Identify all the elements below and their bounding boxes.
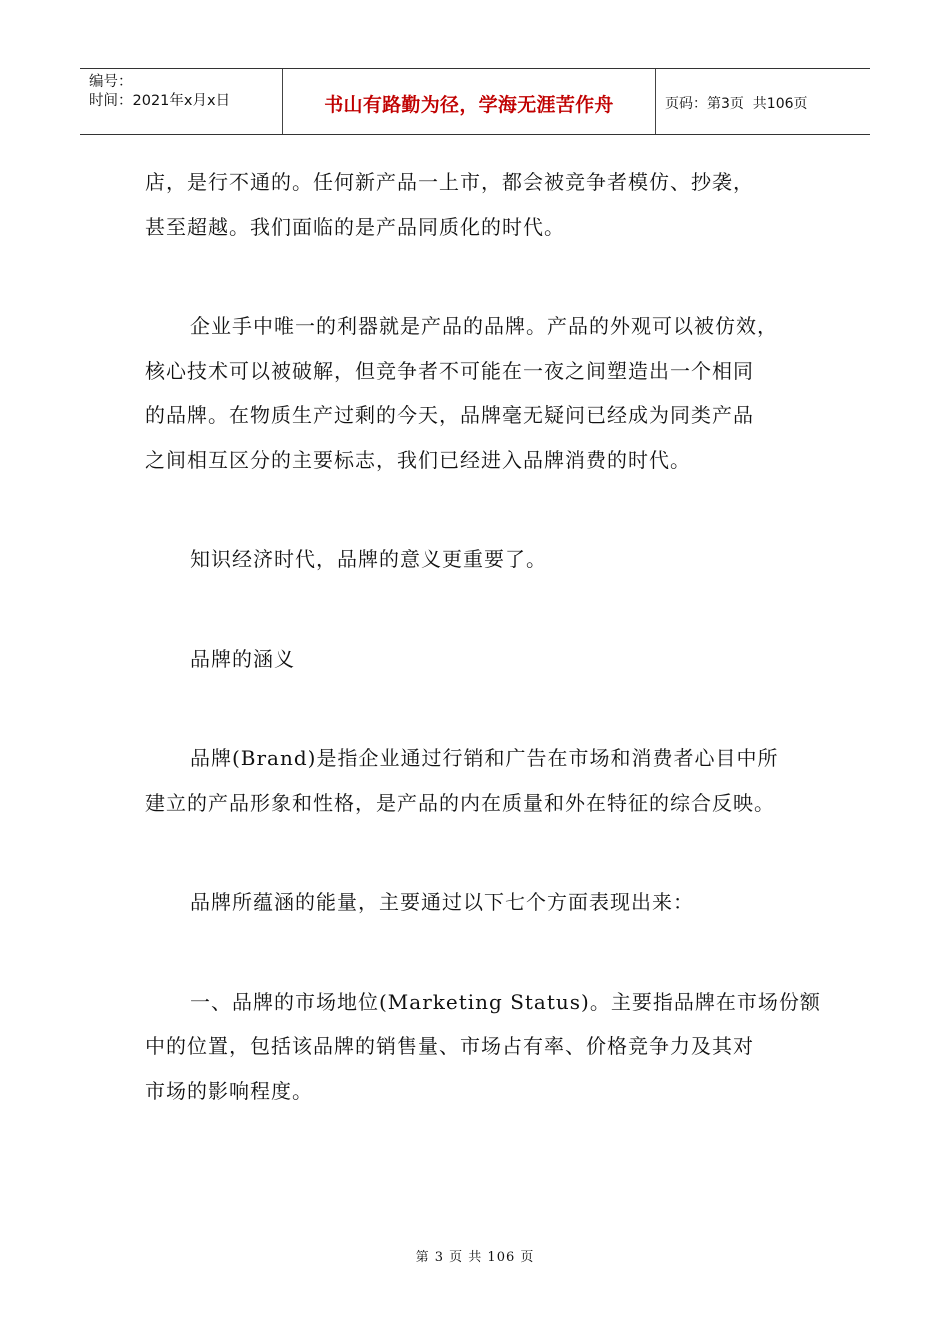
header-meta bbox=[80, 69, 282, 134]
paragraph bbox=[145, 537, 825, 582]
paragraph bbox=[145, 736, 825, 825]
paragraph-line: 核心技术可以被破解，但竞争者不可能在一夜之间塑造出一个相同 bbox=[145, 358, 754, 383]
document-number-label: 编号： bbox=[89, 74, 133, 90]
page-footer bbox=[0, 1246, 950, 1265]
paragraph-line: 建立的产品形象和性格，是产品的内在质量和外在特征的综合反映。 bbox=[145, 790, 775, 815]
paragraph-line: 品牌所蕴涵的能量，主要通过以下七个方面表现出来： bbox=[190, 890, 694, 914]
paragraph-line: 店，是行不通的。任何新产品一上市，都会被竞争者模仿、抄袭， bbox=[145, 170, 754, 194]
footer-page-number: 第 3 页 共 106 页 bbox=[415, 1250, 535, 1265]
paragraph-line: 之间相互区分的主要标志，我们已经进入品牌消费的时代。 bbox=[145, 447, 691, 472]
document-body bbox=[145, 160, 825, 1168]
paragraph-line: 市场的影响程度。 bbox=[145, 1078, 313, 1103]
paragraph-line: 甚至超越。我们面临的是产品同质化的时代。 bbox=[145, 214, 565, 239]
paragraph-line: 品牌的涵义 bbox=[190, 646, 295, 671]
paragraph bbox=[145, 880, 825, 925]
header-page-info: 页码：第3页 共106页 bbox=[665, 96, 808, 112]
header-page-cell bbox=[656, 69, 870, 134]
header-motto: 书山有路勤为径，学海无涯苦作舟 bbox=[324, 94, 614, 116]
paragraph-line: 知识经济时代，品牌的意义更重要了。 bbox=[190, 547, 547, 571]
header-motto-cell bbox=[282, 69, 656, 134]
paragraph bbox=[145, 304, 825, 482]
paragraph bbox=[145, 160, 825, 249]
paragraph-line: 一、品牌的市场地位(Marketing Status)。主要指品牌在市场份额 bbox=[190, 989, 821, 1014]
document-date-label: 时间：2021年x月x日 bbox=[89, 93, 231, 109]
paragraph bbox=[145, 980, 825, 1114]
paragraph-line: 品牌(Brand)是指企业通过行销和广告在市场和消费者心目中所 bbox=[190, 746, 779, 770]
page-header bbox=[80, 68, 870, 135]
paragraph-line: 的品牌。在物质生产过剩的今天，品牌毫无疑问已经成为同类产品 bbox=[145, 403, 754, 427]
paragraph-line: 中的位置，包括该品牌的销售量、市场占有率、价格竞争力及其对 bbox=[145, 1034, 754, 1058]
section-heading bbox=[145, 637, 825, 682]
paragraph-line: 企业手中唯一的利器就是产品的品牌。产品的外观可以被仿效， bbox=[190, 314, 778, 338]
